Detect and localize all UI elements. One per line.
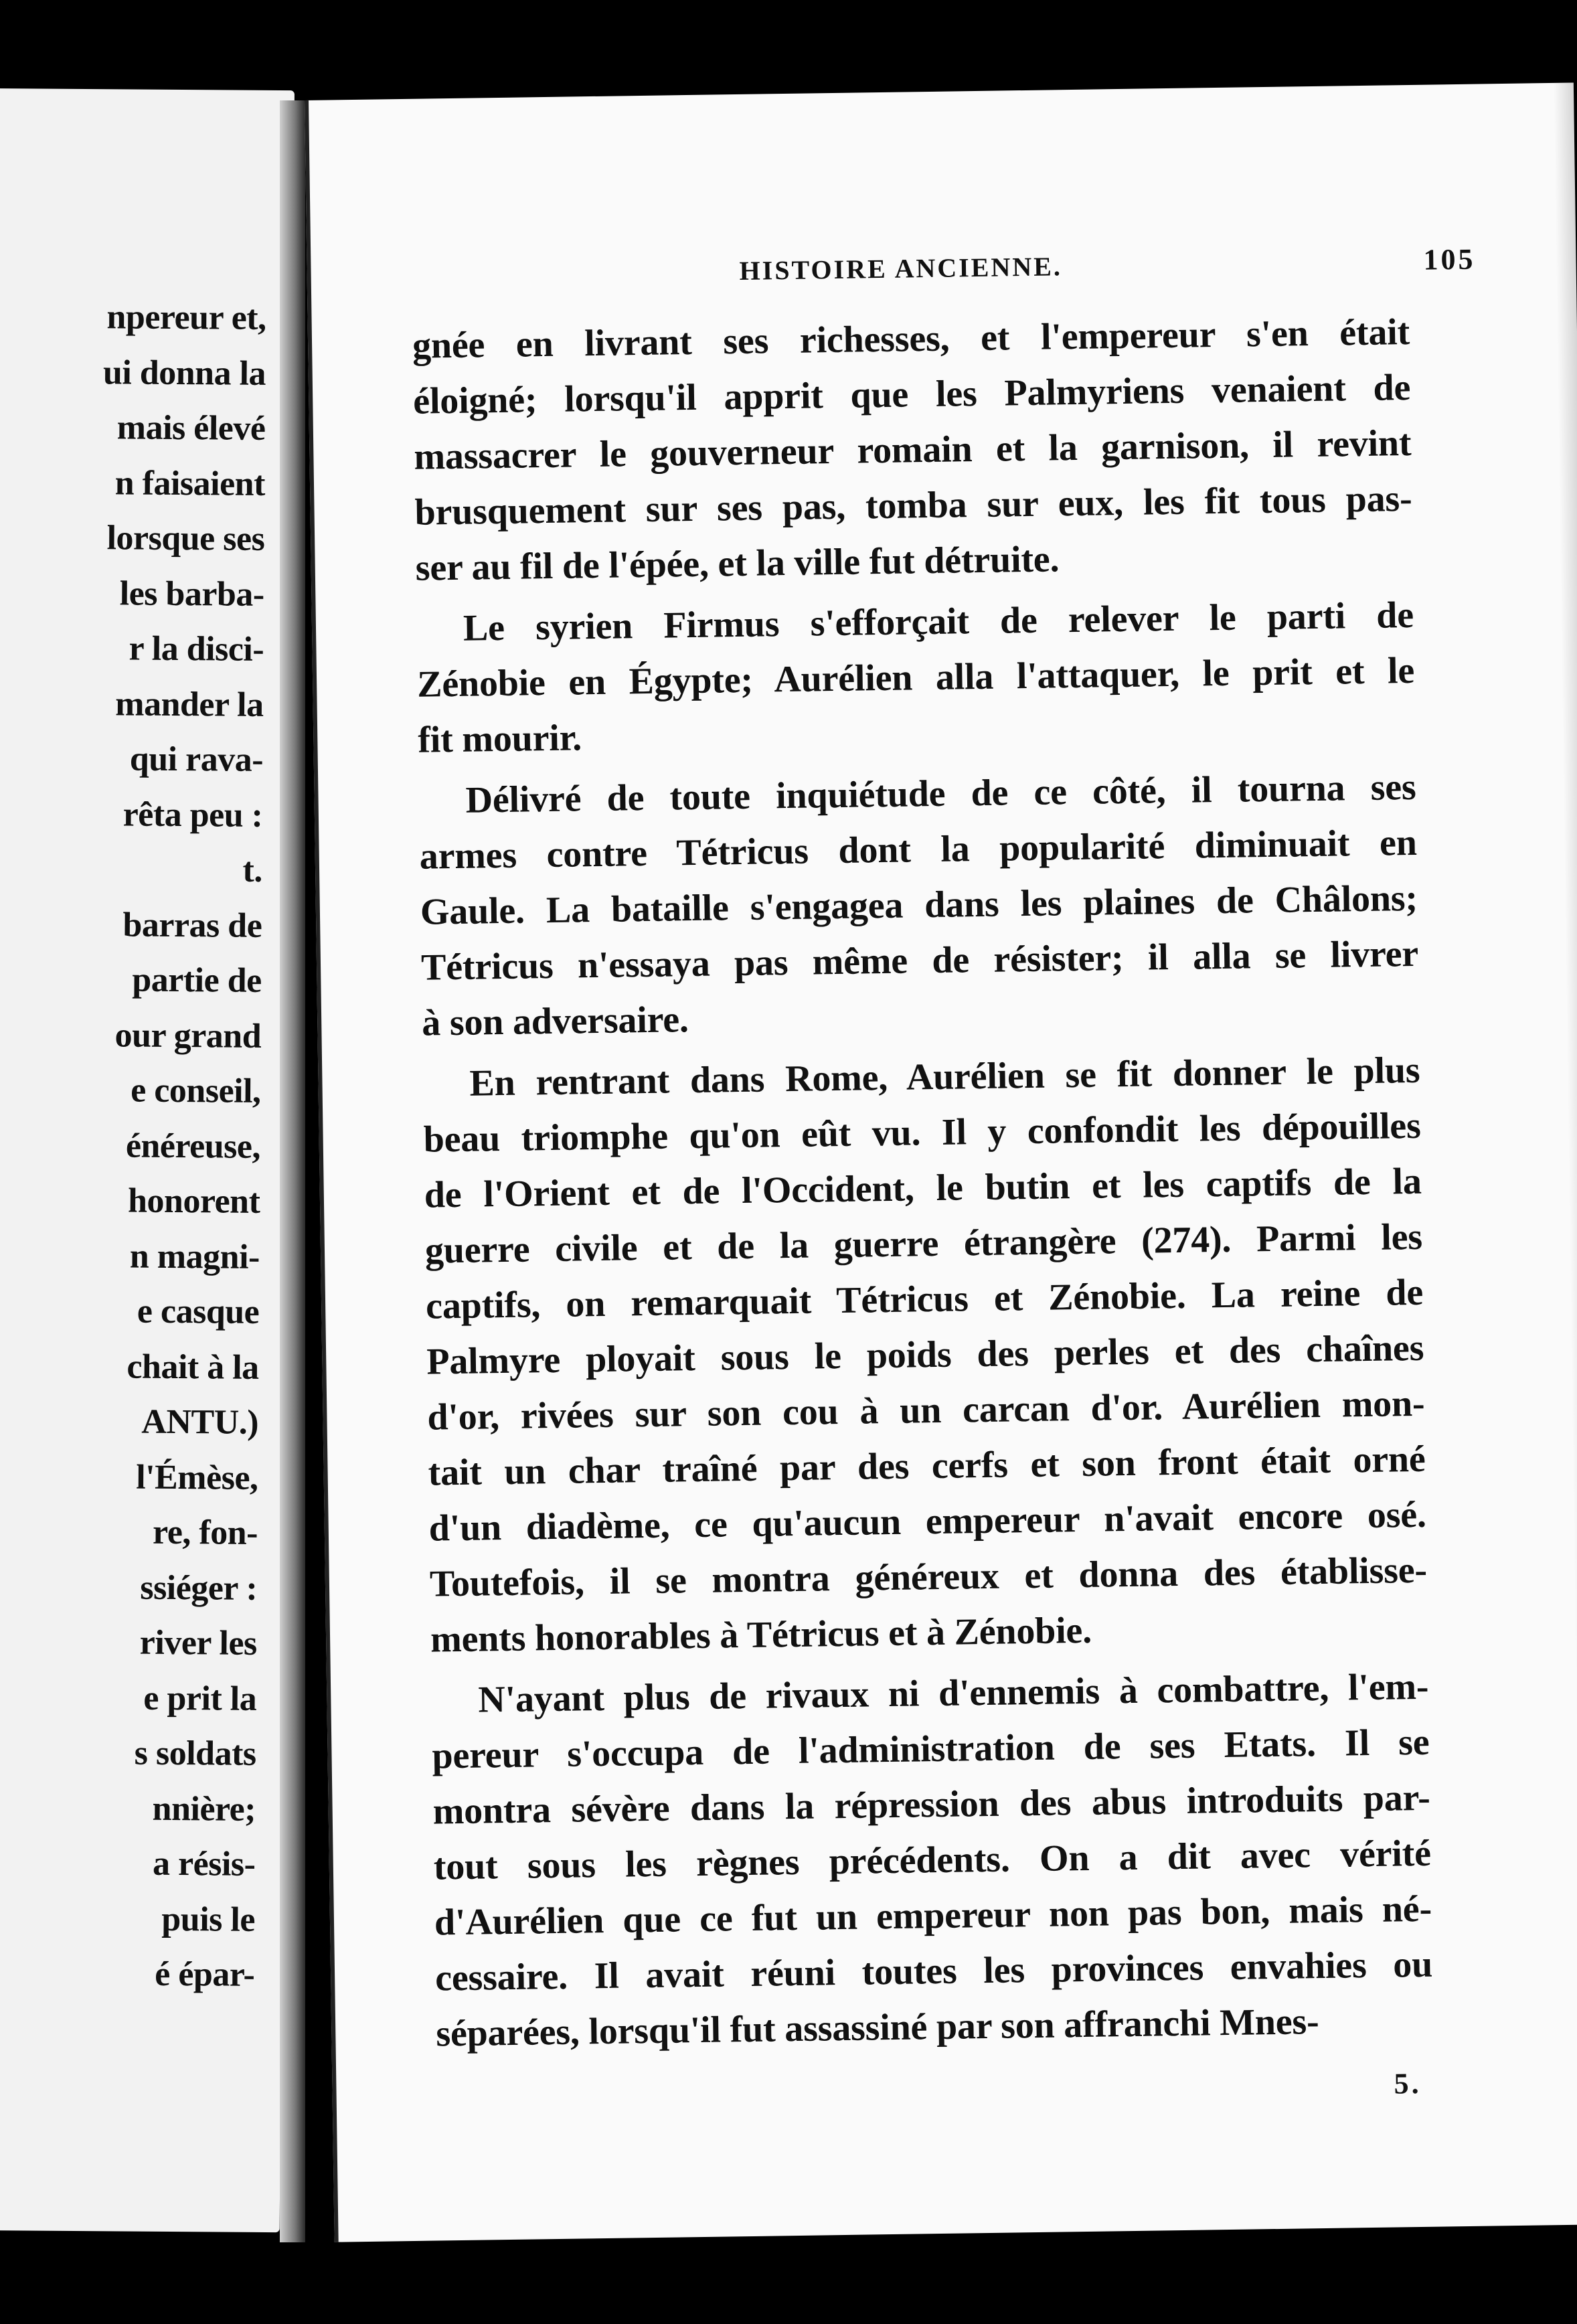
running-title: HISTOIRE ANCIENNE.	[739, 251, 1063, 286]
left-page-line: é épar-	[155, 1955, 255, 1994]
text-line: captifs, on remarquait Tétricus et Zénobie. La reine de	[425, 1271, 1424, 1327]
left-page-line: t.	[242, 851, 263, 890]
text-line: montra sévère dans la répression des abus introduits par-	[432, 1776, 1431, 1833]
left-page-line: lorsque ses	[106, 519, 265, 558]
text-line: d'un diadème, ce qu'aucun empereur n'avait encore osé.	[428, 1493, 1427, 1550]
text-line: Le syrien Firmus s'efforçait de relever le parti de	[463, 594, 1414, 649]
text-line: brusquement sur ses pas, tomba sur eux, les fit tous pas-	[414, 477, 1412, 533]
left-page-line: qui rava-	[129, 740, 264, 779]
text-line: d'or, rivées sur son cou à un carcan d'or. Aurélien mon-	[427, 1382, 1425, 1438]
text-line: Palmyre ployait sous le poids des perles et des chaînes	[426, 1327, 1424, 1383]
left-page-line: ssiéger :	[140, 1568, 258, 1608]
left-page-text	[0, 289, 266, 2003]
text-line: gnée en livrant ses richesses, et l'empereur s'en était	[412, 311, 1410, 367]
right-page	[305, 83, 1577, 2242]
text-line: Gaule. La bataille s'engagea dans les plaines de Châlons;	[420, 877, 1418, 933]
text-line: armes contre Tétricus dont la popularité diminuait en	[419, 821, 1418, 878]
text-line: de l'Orient et de l'Occident, le butin et les captifs de la	[424, 1160, 1422, 1216]
left-page-line: a résis-	[152, 1844, 256, 1884]
text-line: fit mourir.	[417, 717, 582, 761]
text-line: massacrer le gouverneur romain et la garnison, il revint	[414, 422, 1412, 478]
left-page-line: e conseil,	[131, 1071, 261, 1110]
text-line: En rentrant dans Rome, Aurélien se fit donner le plus	[469, 1049, 1420, 1104]
left-page-line: les barba-	[119, 574, 264, 614]
left-page-line: mander la	[115, 684, 264, 724]
text-line: Toutefois, il se montra généreux et donna des établisse-	[429, 1549, 1428, 1605]
paragraph	[431, 1659, 1434, 2062]
left-page-line: ANTU.)	[141, 1402, 259, 1442]
text-line: Zénobie en Égypte; Aurélien alla l'attaquer, le prit et le	[416, 649, 1415, 706]
text-line: tait un char traîné par des cerfs et son front était orné	[428, 1438, 1426, 1494]
left-page-line: nnière;	[152, 1789, 256, 1829]
paragraph	[412, 305, 1414, 596]
text-line: beau triomphe qu'on eût vu. Il y confondit les dépouilles	[423, 1104, 1421, 1161]
paragraph	[422, 1043, 1428, 1668]
left-page-line: l'Émèse,	[136, 1458, 258, 1497]
text-line: séparées, lorsqu'il fut assassiné par son affranchi Mnes-	[435, 2001, 1319, 2055]
running-head	[311, 244, 1550, 301]
left-page-line: e prit la	[143, 1679, 257, 1718]
left-page-line: e casque	[137, 1292, 260, 1331]
body-text	[412, 299, 1433, 2062]
paragraph	[418, 760, 1420, 1052]
left-page	[0, 88, 295, 2232]
left-page-line: our grand	[114, 1015, 262, 1056]
text-line: à son adversaire.	[421, 999, 689, 1044]
text-line: cessaire. Il avait réuni toutes les provinces envahies ou	[434, 1943, 1433, 1999]
left-page-line: re, fon-	[152, 1513, 258, 1552]
text-line: Délivré de toute inquiétude de ce côté, il tourna ses	[465, 766, 1416, 821]
text-line: éloigné; lorsqu'il apprit que les Palmyriens venaient de	[412, 366, 1411, 422]
left-page-line: r la disci-	[129, 629, 264, 669]
text-line: pereur s'occupa de l'administration de ses Etats. Il se	[432, 1721, 1430, 1777]
left-page-line: river les	[139, 1623, 257, 1663]
text-line: d'Aurélien que ce fut un empereur non pas bon, mais né-	[434, 1888, 1432, 1944]
left-page-line: mais élevé	[116, 408, 266, 448]
left-page-line: honorent	[127, 1181, 260, 1221]
left-page-line: ui donna la	[102, 353, 266, 393]
left-page-line: puis le	[161, 1900, 256, 1939]
left-page-line: s soldats	[134, 1734, 256, 1773]
text-line: ments honorables à Tétricus et à Zénobie.	[430, 1609, 1092, 1661]
page-number: 105	[1423, 242, 1476, 276]
signature-mark: 5.	[1394, 2066, 1422, 2100]
left-page-line: partie de	[132, 961, 262, 1000]
page-edge-shadow	[1554, 83, 1577, 2225]
text-line: guerre civile et de la guerre étrangère (274). Parmi les	[424, 1216, 1423, 1272]
left-page-line: n magni-	[129, 1237, 260, 1276]
text-line: tout sous les règnes précédents. On a dit avec vérité	[433, 1832, 1432, 1888]
text-line: Tétricus n'essaya pas même de résister; il alla se livrer	[420, 932, 1419, 989]
text-line: ser au fil de l'épée, et la ville fut détruite.	[415, 538, 1060, 589]
text-line: N'ayant plus de rivaux ni d'ennemis à combattre, l'em-	[477, 1665, 1429, 1721]
left-page-line: chait à la	[127, 1347, 259, 1387]
left-page-line: énéreuse,	[125, 1126, 261, 1166]
left-page-line: npereur et,	[106, 298, 266, 337]
left-page-line: barras de	[122, 905, 262, 945]
left-page-line: rêta peu :	[122, 795, 263, 835]
paragraph	[416, 588, 1415, 768]
book-gutter	[280, 100, 305, 2242]
left-page-line: n faisaient	[114, 463, 266, 503]
